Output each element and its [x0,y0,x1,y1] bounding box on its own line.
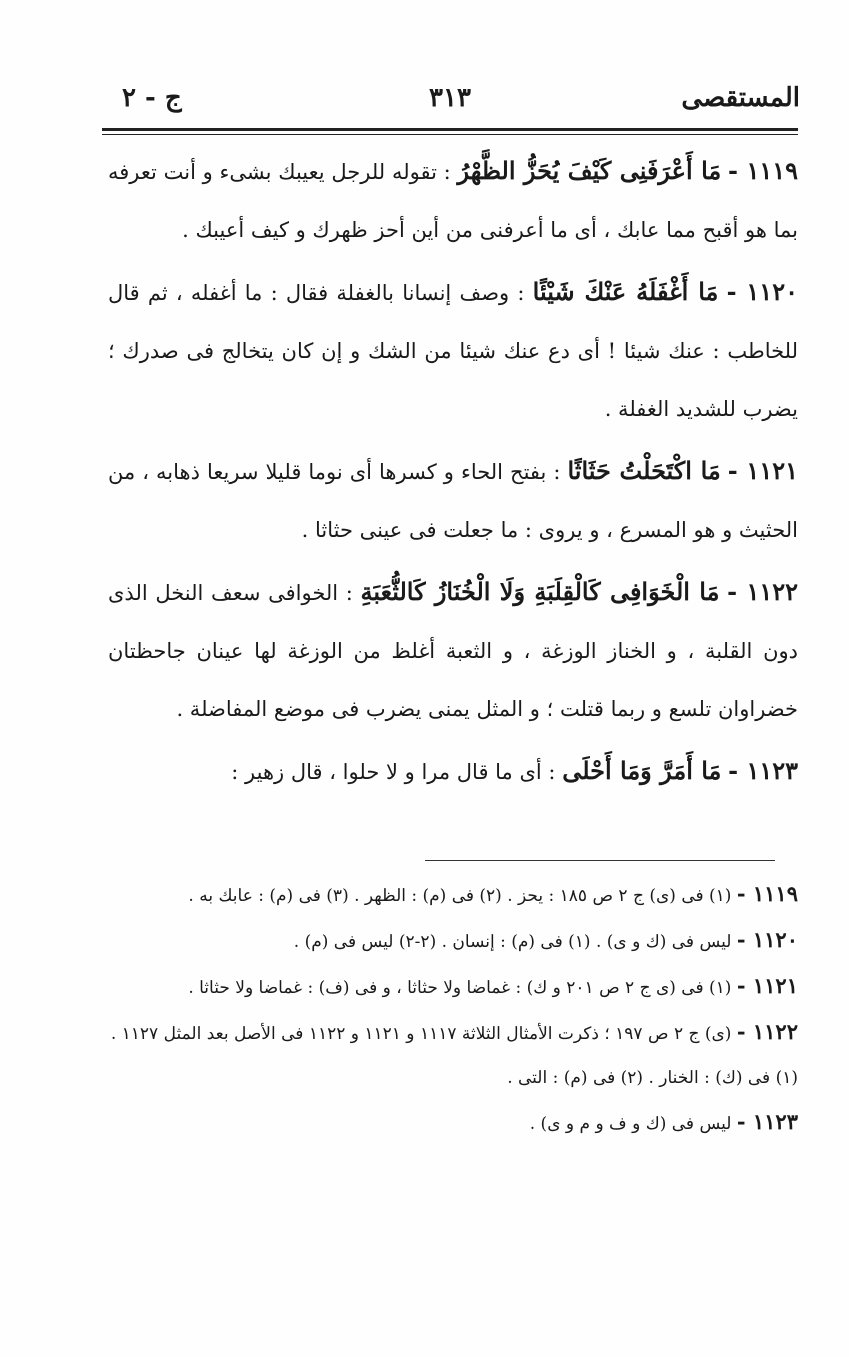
entry-text: : بفتح الحاء و كسرها أى نوما قليلا سريعا ذهابه ، من الحثيث و هو المسرع ، و يروى : ما جعلت فى عينى حثاثا . [108,460,798,542]
proverb-entry [108,263,798,438]
entry-number: ١١٢٣ - [728,756,798,785]
footnote-rule [425,860,775,861]
footnotes [108,872,798,1146]
footnote [108,1100,798,1146]
entry-number: ١١١٩ - [728,156,798,185]
entry-number: ١١٢١ - [727,456,798,485]
footnote-text: (١) فى (ى) ج ٢ ص ١٨٥ : يحز . (٢) فى (م) : الظهر . (٣) فى (م) : عابك به . [188,886,732,906]
footnote [108,918,798,964]
header-rule-thin [102,134,798,135]
entry-number: ١١٢٢ - [727,577,798,606]
entry-text: : أى ما قال مرا و لا حلوا ، قال زهير : [231,760,556,784]
footnote-text: ليس فى (ك و ف و م و ى) . [529,1114,732,1134]
proverb-entry [108,742,798,801]
proverb-heading: مَا اكْتَحَلْتُ حَثَاثًا [567,456,721,485]
footnote-text: (١) فى (ى ج ٢ ص ٢٠١ و ك) : غماضا ولا حثاثا ، و فى (ف) : غماضا ولا حثاثا . [188,978,732,998]
entry-text: : تقوله للرجل يعيبك بشىء و أنت تعرفه بما هو أقبح مما عابك ، أى ما أعرفنى من أين أحز ظهرك و كيف أعيبك . [108,160,798,242]
proverb-entry [108,563,798,738]
footnote-number: ١١١٩ - [736,881,798,906]
footnote-text: (ى) ج ٢ ص ١٩٧ ؛ ذكرت الأمثال الثلاثة ١١١٧ و ١١٢١ و ١١٢٢ فى الأصل بعد المثل ١١٢٧ . (١) فى (ك) : الخنار . (٢) فى (م) : التى . [110,1024,798,1088]
proverb-entry [108,142,798,259]
entry-text: : الخوافى سعف النخل الذى دون القلبة ، و الخناز الوزغة ، و الثعبة أغلظ من الوزغة لها عينان جاحظتان خضراوان تلسع و ربما قتلت ؛ و المثل يمنى يضرب فى موضع المفاضلة . [108,581,798,721]
footnote [108,964,798,1010]
entry-text: : وصف إنسانا بالغفلة فقال : ما أغفله ، ثم قال للخاطب : عنك شيئا ! أى دع عنك شيئا من الشك و إن كان يتخالج فى صدرك ؛ يضرب للشديد الغفلة . [108,281,798,421]
footnote [108,1010,798,1100]
footnote [108,872,798,918]
footnote-text: ليس فى (ك و ى) . (١) فى (م) : إنسان . (٢-٢) ليس فى (م) . [293,932,732,952]
footnote-number: ١١٢٣ - [736,1109,798,1134]
proverb-heading: مَا الْخَوَافِى كَالْقِلَبَةِ وَلَا الْخُنَازُ كَالثُّعَبَةِ [360,577,720,606]
footnote-number: ١١٢١ - [736,973,798,998]
volume-label: ج - ٢ [122,83,182,113]
header-rule-thick [102,128,798,131]
footnote-number: ١١٢٢ - [736,1019,798,1044]
footnote-number: ١١٢٠ - [736,927,798,952]
proverb-heading: مَا أَمَرَّ وَمَا أَحْلَى [562,756,722,785]
entry-number: ١١٢٠ - [726,277,798,306]
proverb-entry [108,442,798,559]
book-title: المستقصى [681,83,800,113]
proverb-heading: مَا أَعْرَفَنِى كَيْفَ يُحَزُّ الظَّهْرُ [457,156,722,185]
proverb-heading: مَا أَغْفَلَهُ عَنْكَ شَيْئًا [532,277,719,306]
main-text [108,142,798,805]
page-number: ٣١٣ [429,83,471,113]
running-header [100,78,800,118]
